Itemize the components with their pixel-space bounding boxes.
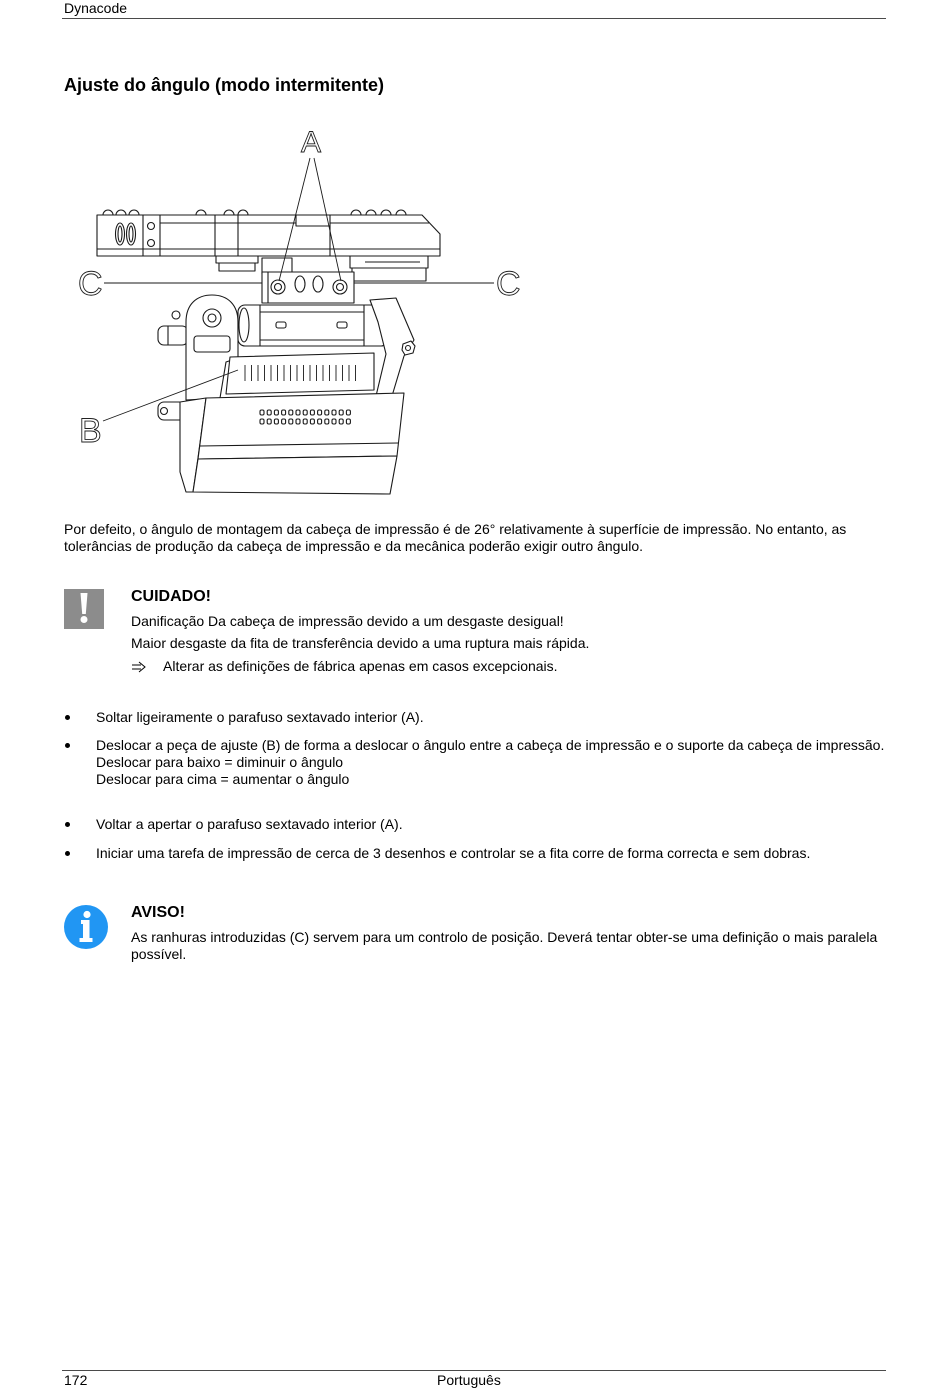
vent-slot — [310, 419, 314, 424]
footer-rule — [62, 1370, 886, 1371]
label-b: B — [79, 412, 102, 450]
step-item — [64, 709, 886, 726]
bullet-icon — [65, 743, 70, 748]
top-bar-body — [97, 215, 440, 256]
vent-slot — [274, 410, 278, 415]
caution-line: Maior desgaste da fita de transferência devido a uma ruptura mais rápida. — [131, 635, 590, 651]
upper-mount — [216, 256, 428, 303]
vent-slot — [296, 410, 300, 415]
vent-slot — [325, 419, 329, 424]
vent-slot — [289, 410, 293, 415]
vent-slot — [346, 410, 350, 415]
top-bar — [97, 210, 440, 256]
step-text-block — [96, 737, 886, 788]
vent-slot — [346, 419, 350, 424]
exclamation-icon — [64, 589, 104, 629]
vent-slot — [318, 419, 322, 424]
right-bracket — [370, 298, 415, 396]
vent-slot — [282, 419, 286, 424]
step-text: Soltar ligeiramente o parafuso sextavado interior (A). — [96, 709, 424, 725]
vent-slot — [303, 419, 307, 424]
caution-heading: CUIDADO! — [131, 588, 211, 605]
vent-slot — [274, 419, 278, 424]
vent-slot — [289, 419, 293, 424]
page-title: Ajuste do ângulo (modo intermitente) — [64, 75, 384, 95]
step-item — [64, 816, 886, 833]
double-arrow-icon — [131, 661, 147, 673]
vent-slot — [332, 419, 336, 424]
page-number: 172 — [64, 1372, 88, 1388]
vent-slot — [332, 410, 336, 415]
vent-slot — [260, 410, 264, 415]
vent-slot — [339, 410, 343, 415]
step-text: Deslocar a peça de ajuste (B) de forma a deslocar o ângulo entre a cabeça de impressão e o suporte da cabeça de impressão. — [96, 737, 885, 753]
roller — [238, 305, 388, 346]
step-item — [64, 737, 886, 788]
bullet-icon — [65, 715, 70, 720]
step-text: Iniciar uma tarefa de impressão de cerca de 3 desenhos e controlar se a fita corre de forma correcta e sem dobras. — [96, 845, 811, 861]
top-bar-slot — [296, 215, 330, 226]
notice-heading: AVISO! — [131, 904, 185, 921]
header-brand: Dynacode — [64, 0, 128, 16]
vent-slot — [296, 419, 300, 424]
bullet-icon — [65, 851, 70, 856]
vent-slot — [260, 419, 264, 424]
print-head-face — [198, 393, 404, 459]
step-item — [64, 845, 886, 862]
vent-slot — [267, 419, 271, 424]
vent-slot — [325, 410, 329, 415]
upper-knob — [158, 326, 188, 345]
vent-slot — [318, 410, 322, 415]
label-c-left: C — [78, 265, 103, 303]
header-rule — [62, 18, 886, 19]
label-a: A — [301, 126, 322, 159]
vent-slot — [303, 410, 307, 415]
print-head-angle-drawing — [70, 122, 530, 502]
caution-action: Alterar as definições de fábrica apenas em casos excepcionais. — [163, 658, 558, 674]
step-text: Voltar a apertar o parafuso sextavado interior (A). — [96, 816, 403, 832]
vent-slot — [339, 419, 343, 424]
caution-line: Danificação Da cabeça de impressão devido a um desgaste desigual! — [131, 613, 564, 629]
print-head-underside — [193, 456, 397, 494]
info-icon — [64, 905, 108, 949]
print-head — [180, 393, 404, 494]
left-bracket — [158, 295, 238, 400]
head-connector — [226, 353, 374, 394]
footer-language: Português — [437, 1372, 501, 1388]
step-subline: Deslocar para cima = aumentar o ângulo — [96, 771, 350, 787]
vent-slot — [267, 410, 271, 415]
vent-slot — [282, 410, 286, 415]
intro-paragraph: Por defeito, o ângulo de montagem da cabeça de impressão é de 26° relativamente à superfície de impressão. No entanto, as tolerâncias de produção da cabeça de impressão e da mecânica poderão exigir outro ângulo. — [64, 521, 847, 554]
bullet-icon — [65, 822, 70, 827]
vent-slot — [310, 410, 314, 415]
step-subline: Deslocar para baixo = diminuir o ângulo — [96, 754, 344, 770]
notice-text: As ranhuras introduzidas (C) servem para um controlo de posição. Deverá tentar obter-se uma definição o mais paralela possível. — [131, 929, 878, 962]
label-c-right: C — [496, 265, 521, 303]
